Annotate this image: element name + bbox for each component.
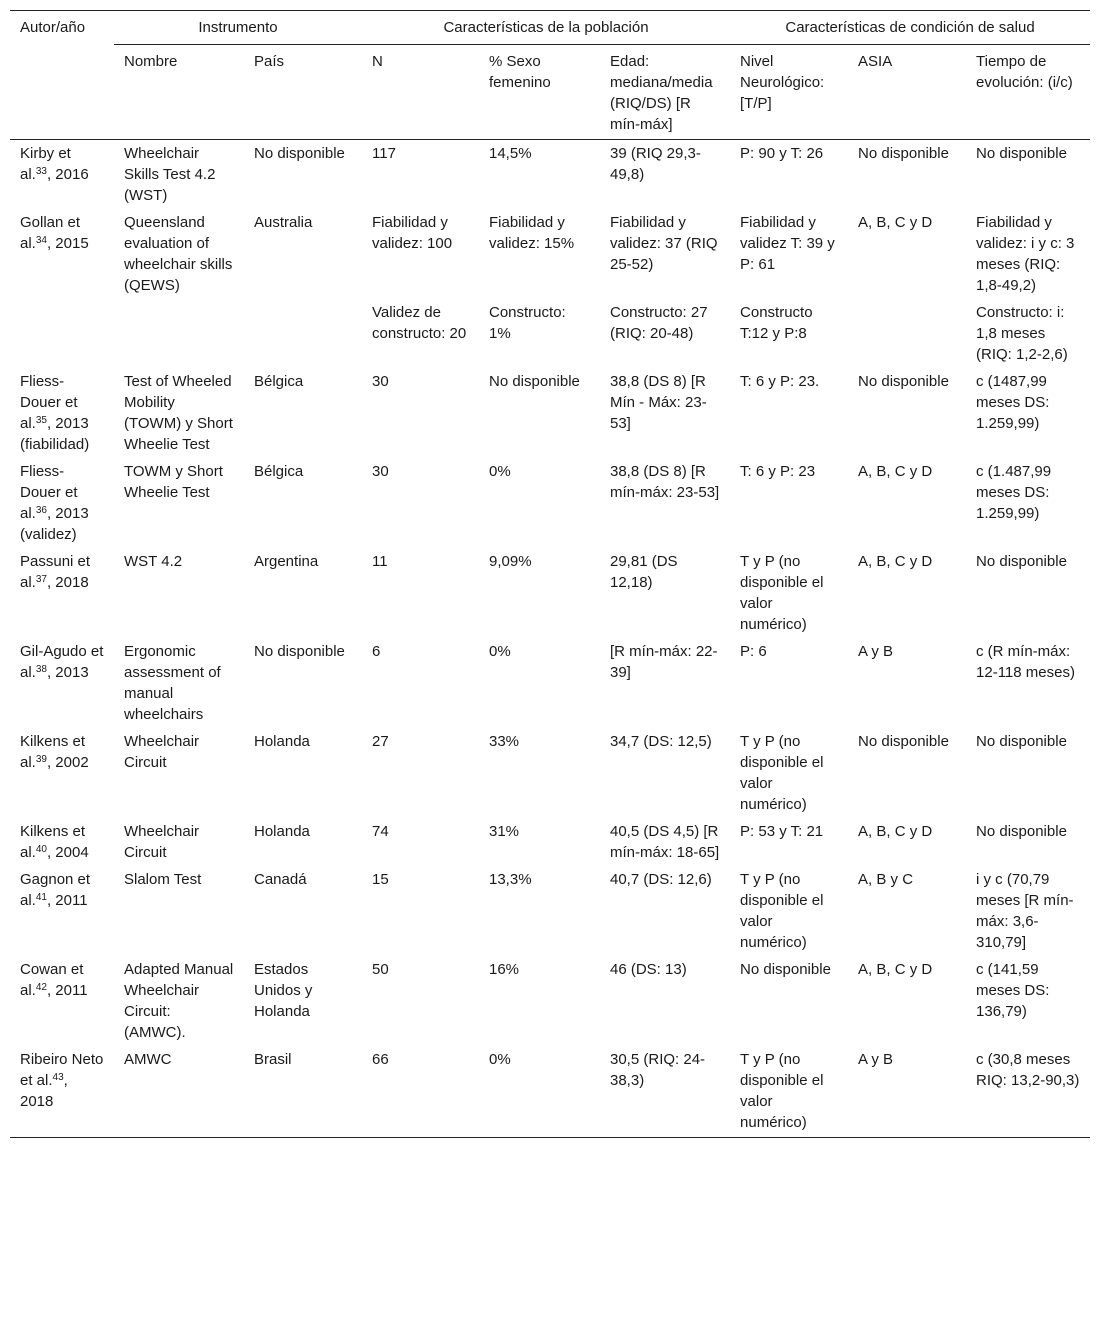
cell-n: 74	[372, 823, 389, 840]
table-row	[10, 817, 1090, 865]
cell-author: Gollan et al.$^{34}$, 2015	[20, 214, 89, 252]
cell-name: Slalom Test	[124, 871, 202, 888]
cell-female: Fiabilidad y validez: 15%	[489, 214, 575, 252]
cell-female: 31%	[489, 823, 520, 840]
cell-level: T y P (no disponible el valor numérico)	[740, 1051, 824, 1131]
table-row	[10, 367, 1090, 457]
cell-name: Adapted Manual Wheelchair Circuit: (AMWC).	[124, 961, 234, 1041]
cell-age: Constructo: 27 (RIQ: 20-48)	[610, 304, 708, 342]
cell-level: T: 6 y P: 23	[740, 463, 816, 480]
reference-number: 33	[35, 166, 47, 177]
cell-female: 9,09%	[489, 553, 532, 570]
cell-name: WST 4.2	[124, 553, 183, 570]
cell-author: Kilkens et al.$^{40}$, 2004	[20, 823, 89, 861]
header-level: Nivel Neurológico: [T/P]	[740, 53, 825, 112]
cell-level: P: 53 y T: 21	[740, 823, 824, 840]
cell-asia: No disponible	[858, 733, 949, 750]
cell-n: 66	[372, 1051, 389, 1068]
cell-time: Constructo: i: 1,8 meses (RIQ: 1,2-2,6)	[976, 304, 1068, 363]
cell-asia: A, B, C y D	[858, 463, 933, 480]
cell-age: Fiabilidad y validez: 37 (RIQ 25-52)	[610, 214, 718, 273]
cell-age: 29,81 (DS 12,18)	[610, 553, 678, 591]
cell-name: Wheelchair Skills Test 4.2 (WST)	[124, 145, 216, 204]
table-row	[10, 208, 1090, 298]
cell-author: Gagnon et al.$^{41}$, 2011	[20, 871, 91, 909]
table-row	[10, 547, 1090, 637]
cell-level: No disponible	[740, 961, 831, 978]
cell-n: 30	[372, 463, 389, 480]
table-row	[10, 140, 1090, 209]
cell-asia: A, B, C y D	[858, 553, 933, 570]
reference-number: 37	[35, 574, 47, 585]
cell-country: Bélgica	[254, 373, 304, 390]
cell-female: 0%	[489, 1051, 511, 1068]
header-name: Nombre	[124, 53, 178, 70]
cell-country: Bélgica	[254, 463, 304, 480]
cell-country: Australia	[254, 214, 313, 231]
reference-number: 40	[35, 844, 47, 855]
cell-female: 14,5%	[489, 145, 532, 162]
table-body	[10, 140, 1090, 1138]
cell-asia: A, B, C y D	[858, 214, 933, 231]
cell-asia: A, B y C	[858, 871, 914, 888]
cell-n: 11	[372, 553, 388, 570]
cell-n: 6	[372, 643, 381, 660]
cell-n: 117	[372, 145, 396, 162]
studies-table	[10, 10, 1090, 1138]
cell-time: c (1.487,99 meses DS: 1.259,99)	[976, 463, 1052, 522]
cell-level: P: 90 y T: 26	[740, 145, 824, 162]
cell-asia: No disponible	[858, 373, 949, 390]
cell-age: 46 (DS: 13)	[610, 961, 687, 978]
cell-age: 38,8 (DS 8) [R Mín - Máx: 23-53]	[610, 373, 707, 432]
cell-level: T y P (no disponible el valor numérico)	[740, 553, 824, 633]
cell-n: 30	[372, 373, 389, 390]
reference-number: 35	[35, 415, 47, 426]
cell-time: No disponible	[976, 733, 1067, 750]
cell-female: No disponible	[489, 373, 580, 390]
cell-country: Holanda	[254, 823, 310, 840]
cell-author: Gil-Agudo et al.$^{38}$, 2013	[20, 643, 104, 681]
cell-author: Fliess-Douer et al.$^{35}$, 2013 (fiabilidad)	[20, 373, 90, 453]
reference-number: 42	[35, 982, 47, 993]
cell-author: Passuni et al.$^{37}$, 2018	[20, 553, 91, 591]
header-female: % Sexo femenino	[489, 53, 551, 91]
cell-level: T: 6 y P: 23.	[740, 373, 820, 390]
cell-age: 40,7 (DS: 12,6)	[610, 871, 712, 888]
header-n: N	[372, 53, 383, 70]
cell-n: 50	[372, 961, 389, 978]
cell-n: Fiabilidad y validez: 100	[372, 214, 453, 252]
reference-number: 36	[35, 505, 47, 516]
cell-asia: A, B, C y D	[858, 961, 933, 978]
cell-country: No disponible	[254, 643, 345, 660]
cell-country: Holanda	[254, 733, 310, 750]
header-group-instrument: Instrumento	[114, 11, 362, 45]
reference-number: 38	[35, 664, 47, 675]
cell-female: 13,3%	[489, 871, 532, 888]
cell-asia: No disponible	[858, 145, 949, 162]
cell-name: Wheelchair Circuit	[124, 823, 200, 861]
cell-name: AMWC	[124, 1051, 172, 1068]
cell-asia: A y B	[858, 1051, 894, 1068]
cell-level: P: 6	[740, 643, 767, 660]
table-row	[10, 727, 1090, 817]
header-asia: ASIA	[858, 53, 893, 70]
cell-age: [R mín-máx: 22-39]	[610, 643, 718, 681]
cell-name: TOWM y Short Wheelie Test	[124, 463, 223, 501]
header-group-health: Características de condición de salud	[730, 11, 1090, 45]
cell-time: No disponible	[976, 823, 1067, 840]
cell-female: 16%	[489, 961, 520, 978]
header-time: Tiempo de evolución: (i/c)	[976, 53, 1073, 91]
cell-country: Estados Unidos y Holanda	[254, 961, 313, 1020]
cell-asia: A y B	[858, 643, 894, 660]
reference-number: 43	[52, 1072, 64, 1083]
cell-age: 38,8 (DS 8) [R mín-máx: 23-53]	[610, 463, 720, 501]
cell-age: 34,7 (DS: 12,5)	[610, 733, 712, 750]
cell-female: 0%	[489, 643, 511, 660]
cell-name: Ergonomic assessment of manual wheelchairs	[124, 643, 221, 723]
cell-time: c (1487,99 meses DS: 1.259,99)	[976, 373, 1050, 432]
cell-name: Wheelchair Circuit	[124, 733, 200, 771]
cell-female: 0%	[489, 463, 511, 480]
cell-author: Cowan et al.$^{42}$, 2011	[20, 961, 88, 999]
cell-time: c (R mín-máx: 12-118 meses)	[976, 643, 1075, 681]
cell-level: Constructo T:12 y P:8	[740, 304, 813, 342]
cell-time: c (141,59 meses DS: 136,79)	[976, 961, 1050, 1020]
cell-time: No disponible	[976, 553, 1067, 570]
cell-n: 15	[372, 871, 389, 888]
cell-time: c (30,8 meses RIQ: 13,2-90,3)	[976, 1051, 1080, 1089]
cell-author: Ribeiro Neto et al.$^{43}$, 2018	[20, 1051, 104, 1110]
cell-author: Fliess-Douer et al.$^{36}$, 2013 (validez)	[20, 463, 89, 543]
cell-author: Kirby et al.$^{33}$, 2016	[20, 145, 89, 183]
cell-country: Brasil	[254, 1051, 292, 1068]
header-country: País	[254, 53, 285, 70]
header-age: Edad: mediana/media (RIQ/DS) [R mín-máx]	[610, 53, 713, 133]
reference-number: 34	[35, 235, 47, 246]
cell-level: Fiabilidad y validez T: 39 y P: 61	[740, 214, 835, 273]
cell-level: T y P (no disponible el valor numérico)	[740, 871, 824, 951]
table-row	[10, 457, 1090, 547]
cell-time: Fiabilidad y validez: i y c: 3 meses (RIQ: 1,8-49,2)	[976, 214, 1075, 294]
cell-time: No disponible	[976, 145, 1067, 162]
cell-country: Canadá	[254, 871, 307, 888]
reference-number: 41	[35, 892, 47, 903]
cell-age: 40,5 (DS 4,5) [R mín-máx: 18-65]	[610, 823, 720, 861]
cell-n: Validez de constructo: 20	[372, 304, 467, 342]
table-row	[10, 955, 1090, 1045]
reference-number: 39	[35, 754, 47, 765]
table-header	[10, 11, 1090, 140]
cell-n: 27	[372, 733, 389, 750]
header-group-population: Características de la población	[362, 11, 730, 45]
table-row	[10, 637, 1090, 727]
header-author-year: Autor/año	[10, 11, 114, 140]
cell-time: i y c (70,79 meses [R mín-máx: 3,6-310,79]	[976, 871, 1074, 951]
cell-country: Argentina	[254, 553, 319, 570]
cell-name: Test of Wheeled Mobility (TOWM) y Short Wheelie Test	[124, 373, 233, 453]
cell-name: Queensland evaluation of wheelchair skills (QEWS)	[124, 214, 233, 294]
table-row	[10, 1045, 1090, 1138]
cell-female: 33%	[489, 733, 520, 750]
cell-author: Kilkens et al.$^{39}$, 2002	[20, 733, 89, 771]
cell-age: 39 (RIQ 29,3-49,8)	[610, 145, 701, 183]
cell-country: No disponible	[254, 145, 345, 162]
cell-asia: A, B, C y D	[858, 823, 933, 840]
cell-female: Constructo: 1%	[489, 304, 566, 342]
cell-level: T y P (no disponible el valor numérico)	[740, 733, 824, 813]
cell-age: 30,5 (RIQ: 24-38,3)	[610, 1051, 706, 1089]
table-row	[10, 865, 1090, 955]
